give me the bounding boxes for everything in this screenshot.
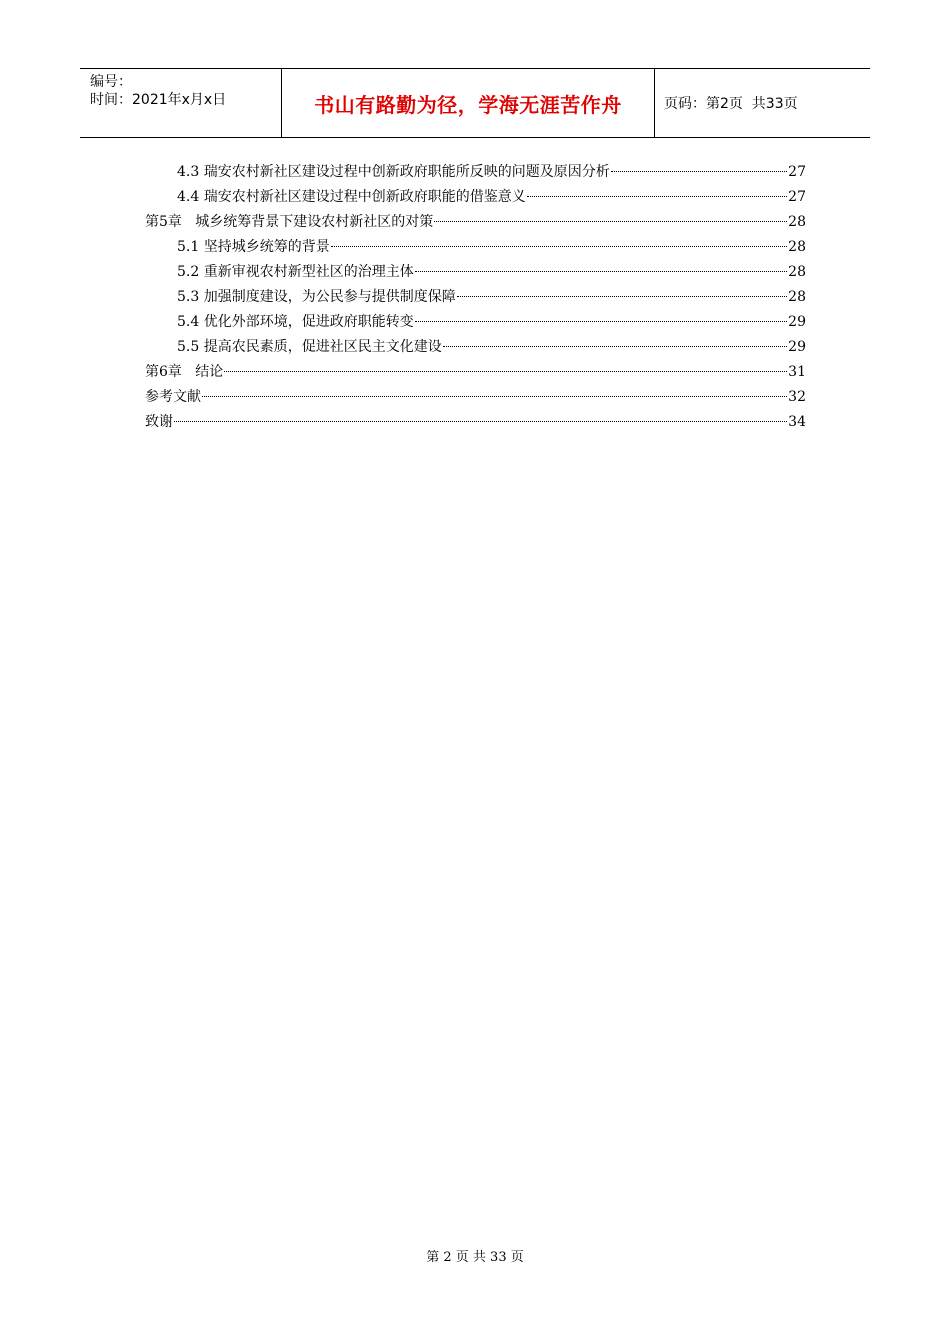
- toc-entry[interactable]: [145, 335, 806, 360]
- header-motto: 书山有路勤为径，学海无涯苦作舟: [314, 92, 622, 117]
- toc-entry-page: 28: [788, 239, 806, 255]
- date-label: 时间：2021年x月x日: [90, 92, 227, 108]
- toc-entry-page: 31: [788, 364, 806, 380]
- toc-leader-dots: [527, 196, 787, 197]
- toc-entry-title: 第5章 城乡统筹背景下建设农村新社区的对策: [145, 214, 434, 230]
- toc-entry[interactable]: [145, 235, 806, 260]
- toc-entry-page: 29: [788, 314, 806, 330]
- toc-entry-title: 5.4 优化外部环境，促进政府职能转变: [177, 314, 414, 330]
- toc-entry-title: 致谢: [145, 414, 173, 430]
- page-header: [80, 68, 870, 138]
- toc-entry-title: 5.5 提高农民素质，促进社区民主文化建设: [177, 339, 442, 355]
- toc-entry[interactable]: [145, 210, 806, 235]
- toc-entry-title: 4.3 瑞安农村新社区建设过程中创新政府职能所反映的问题及原因分析: [177, 164, 610, 180]
- toc-entry[interactable]: [145, 260, 806, 285]
- serial-number-label: 编号：: [90, 74, 132, 90]
- toc-leader-dots: [202, 396, 787, 397]
- toc-entry-page: 28: [788, 289, 806, 305]
- toc-leader-dots: [457, 296, 787, 297]
- header-meta: [80, 69, 282, 137]
- toc-entry-page: 29: [788, 339, 806, 355]
- table-of-contents: [145, 160, 806, 435]
- toc-entry-page: 32: [788, 389, 806, 405]
- toc-entry[interactable]: [145, 385, 806, 410]
- header-motto-cell: [282, 69, 655, 137]
- toc-entry-title: 第6章 结论: [145, 364, 224, 380]
- toc-entry[interactable]: [145, 285, 806, 310]
- toc-leader-dots: [174, 421, 787, 422]
- toc-entry-page: 28: [788, 214, 806, 230]
- toc-leader-dots: [415, 321, 787, 322]
- toc-entry-page: 27: [788, 164, 806, 180]
- header-page-info: 页码：第2页 共33页: [664, 96, 798, 112]
- toc-leader-dots: [443, 346, 787, 347]
- toc-leader-dots: [415, 271, 787, 272]
- toc-entry-title: 5.3 加强制度建设，为公民参与提供制度保障: [177, 289, 456, 305]
- toc-entry[interactable]: [145, 360, 806, 385]
- toc-entry-page: 28: [788, 264, 806, 280]
- toc-entry-title: 4.4 瑞安农村新社区建设过程中创新政府职能的借鉴意义: [177, 189, 526, 205]
- toc-leader-dots: [434, 221, 787, 222]
- toc-entry-title: 参考文献: [145, 389, 201, 405]
- page-footer: 第 2 页 共 33 页: [426, 1250, 524, 1265]
- toc-entry[interactable]: [145, 160, 806, 185]
- toc-entry-title: 5.1 坚持城乡统筹的背景: [177, 239, 330, 255]
- toc-entry[interactable]: [145, 185, 806, 210]
- toc-entry-title: 5.2 重新审视农村新型社区的治理主体: [177, 264, 414, 280]
- toc-leader-dots: [331, 246, 787, 247]
- toc-entry[interactable]: [145, 310, 806, 335]
- toc-leader-dots: [224, 371, 787, 372]
- toc-entry-page: 27: [788, 189, 806, 205]
- toc-entry-page: 34: [788, 414, 806, 430]
- toc-leader-dots: [611, 171, 787, 172]
- toc-entry[interactable]: [145, 410, 806, 435]
